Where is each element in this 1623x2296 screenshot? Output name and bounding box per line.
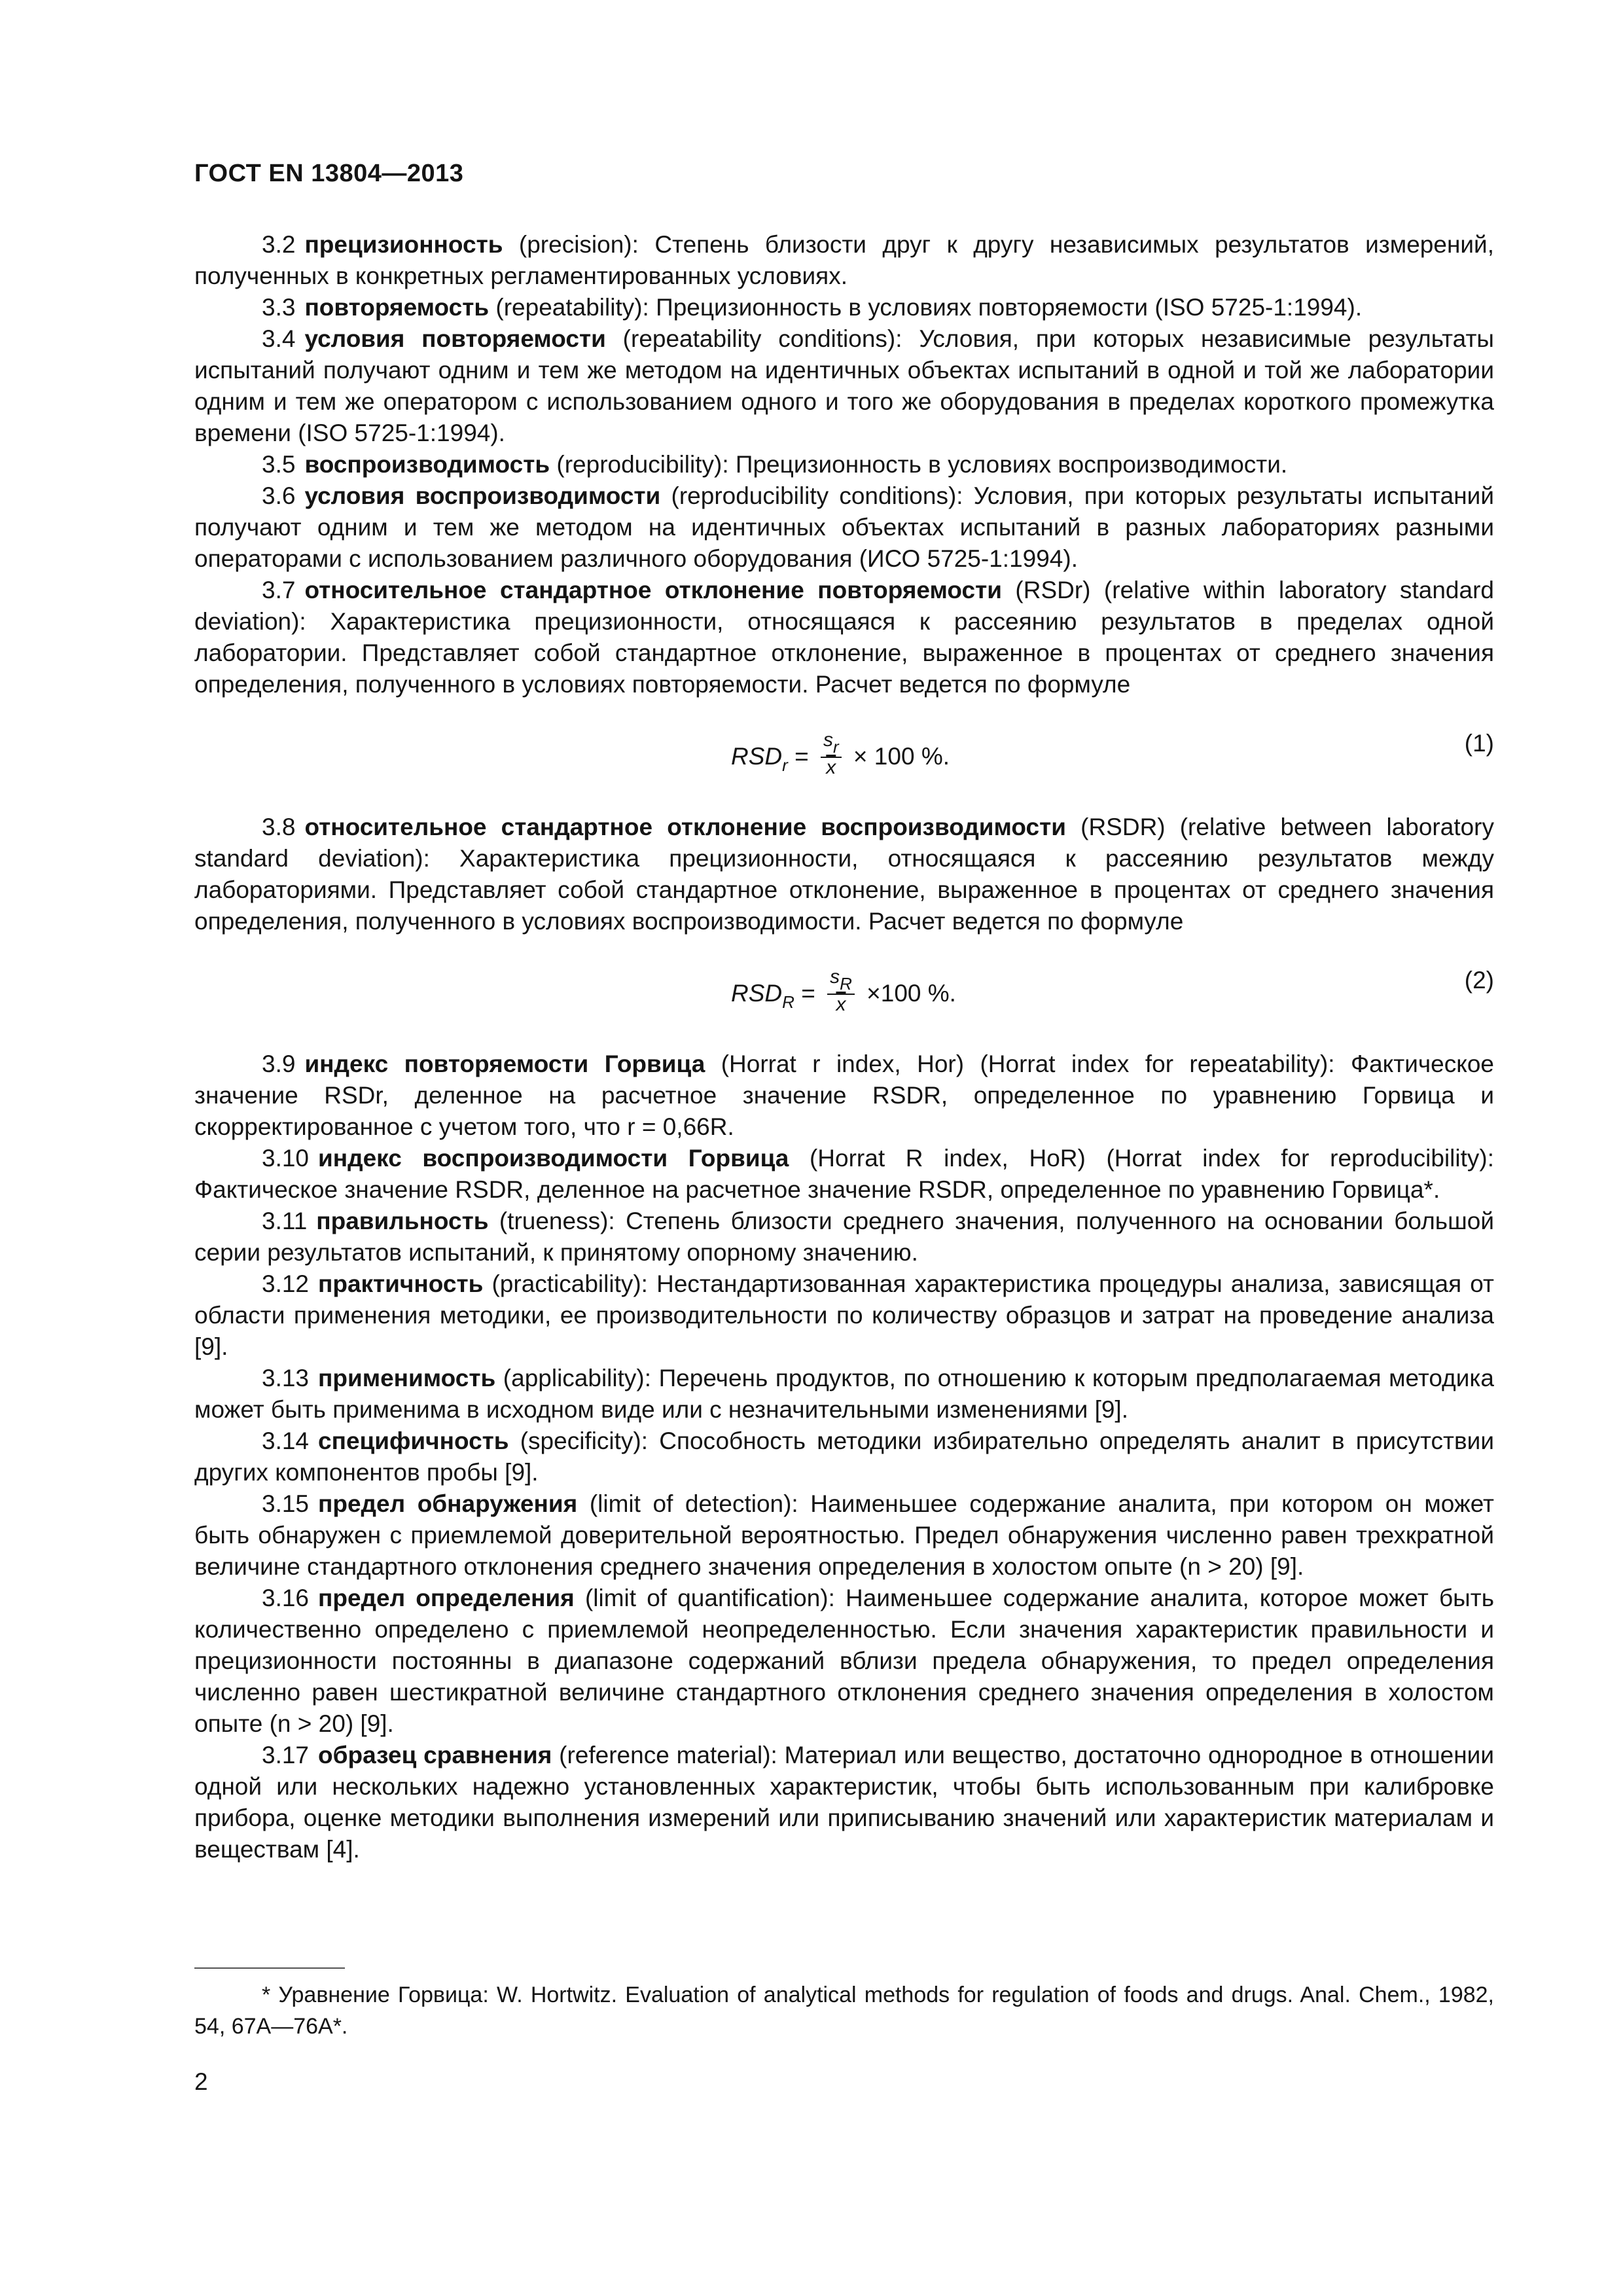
section-number: 3.9 [262, 1050, 296, 1077]
section-number: 3.3 [262, 294, 296, 321]
section-text: (limit of quantification): Наименьшее содержание аналита, которое может быть количественно определено с приемлемой неопределенностью. Если значения характеристик правильности и прецизионности постоянны в диапазоне содержаний вблизи предела обнаружения, то предел определения численно равен шестикратной величине стандартного отклонения среднего значения определения в холостом опыте (n > 20) [9]. [194, 1585, 1494, 1737]
section-text: (specificity): Способность методики избирательно определять аналит в присутствии других компонентов пробы [9]. [194, 1427, 1494, 1486]
section-number: 3.4 [262, 325, 296, 352]
section-3-16 [194, 1583, 1494, 1740]
section-3-17 [194, 1740, 1494, 1865]
section-3-10 [194, 1143, 1494, 1206]
section-number: 3.16 [262, 1585, 310, 1611]
section-number: 3.14 [262, 1427, 310, 1454]
section-text: (limit of detection): Наименьшее содержание аналита, при котором он может быть обнаружен с приемлемой доверительной вероятностью. Предел обнаружения численно равен трехкратной величине стандартного отклонения среднего значения определения в холостом опыте (n > 20) [9]. [194, 1490, 1494, 1580]
section-3-12 [194, 1268, 1494, 1363]
section-term: образец сравнения [318, 1742, 552, 1768]
section-3-13 [194, 1363, 1494, 1426]
section-3-4 [194, 323, 1494, 449]
section-term: практичность [318, 1270, 484, 1297]
section-text: (reproducibility): Прецизионность в условиях воспроизводимости. [550, 451, 1288, 478]
footnote: * Уравнение Горвица: W. Hortwitz. Evaluation of analytical methods for regulation of foods and drugs. Anal. Chem., 1982, 54, 67A—76A*. [194, 1982, 1494, 2039]
formula-1 [194, 700, 1494, 812]
section-3-5 [194, 449, 1494, 480]
section-text: (reference material): Материал или вещество, достаточно однородное в отношении одной или нескольких надежно установленных характеристик, чтобы быть использованным при калибровке прибора, оценке методики выполнения измерений или приписыванию значений или характеристик материалам и веществам [4]. [194, 1742, 1495, 1863]
section-text: (repeatability): Прецизионность в условиях повторяемости (ISO 5725-1:1994). [489, 294, 1363, 321]
formula-2 [194, 937, 1494, 1049]
section-term: повторяемость [304, 294, 490, 321]
section-term: прецизионность [304, 231, 503, 258]
section-3-9 [194, 1049, 1494, 1143]
section-number: 3.8 [262, 814, 296, 840]
formula-number: (2) [1464, 967, 1494, 994]
section-term: специфичность [318, 1427, 509, 1454]
section-term: относительное стандартное отклонение воспроизводимости [304, 814, 1066, 840]
section-text: (applicability): Перечень продуктов, по отношению к которым предполагаемая методика может быть применима в исходном виде или с незначительными изменениями [9]. [194, 1365, 1494, 1423]
section-number: 3.5 [262, 451, 296, 478]
section-3-8 [194, 812, 1494, 937]
section-number: 3.15 [262, 1490, 310, 1517]
section-term: применимость [318, 1365, 496, 1391]
section-text: (repeatability conditions): Условия, при которых независимые результаты испытаний получают одним и тем же методом на идентичных объектах испытаний в одной и той же лаборатории одним и тем же оператором с использованием одного и того же оборудования в пределах короткого промежутка времени (ISO 5725-1:1994). [194, 325, 1494, 446]
section-number: 3.6 [262, 482, 296, 509]
formula-fraction: $\frac{sr}{x}$ [821, 730, 842, 778]
section-3-7 [194, 575, 1494, 700]
section-number: 3.12 [262, 1270, 310, 1297]
section-term: индекс воспроизводимости Горвица [318, 1145, 789, 1172]
page-number: 2 [194, 2068, 208, 2095]
section-3-6 [194, 480, 1494, 575]
section-number: 3.2 [262, 231, 296, 258]
section-3-14 [194, 1426, 1494, 1488]
section-term: предел обнаружения [318, 1490, 578, 1517]
section-text: (Horrat R index, HoR) (Horrat index for reproducibility): Фактическое значение RSDR, деленное на расчетное значение RSDR, определенное по уравнению Горвица*. [194, 1145, 1494, 1203]
formula-expression: $RSD_R$ = $\frac{sR}{x}$ ×100 %. [731, 966, 956, 1015]
section-3-3 [194, 292, 1494, 323]
formula-expression: $RSD_r$ = $\frac{sr}{x}$ × 100 %. [731, 729, 950, 778]
section-3-11 [194, 1206, 1494, 1268]
section-number: 3.7 [262, 577, 296, 603]
section-term: условия воспроизводимости [304, 482, 661, 509]
section-text: (reproducibility conditions): Условия, при которых результаты испытаний получают одним и тем же методом на идентичных объектах испытаний в разных лабораториях разными операторами с использованием различного оборудования (ИСО 5725-1:1994). [194, 482, 1494, 572]
section-text: (RSDR) (relative between laboratory standard deviation): Характеристика прецизионности, относящаяся к рассеянию результатов между лабораториями. Представляет собой стандартное отклонение, выраженное в процентах от среднего значения определения, полученного в условиях воспроизводимости. Расчет ведется по формуле [194, 814, 1494, 935]
section-number: 3.10 [262, 1145, 310, 1172]
section-number: 3.13 [262, 1365, 310, 1391]
section-number: 3.17 [262, 1742, 310, 1768]
document-body [194, 229, 1494, 1865]
section-number: 3.11 [262, 1208, 308, 1234]
section-term: воспроизводимость [304, 451, 550, 478]
section-text: (RSDr) (relative within laboratory standard deviation): Характеристика прецизионности, относящаяся к рассеянию результатов в пределах одной лаборатории. Представляет собой стандартное отклонение, выраженное в процентах от среднего значения определения, полученного в условиях повторяемости. Расчет ведется по формуле [194, 577, 1494, 698]
document-header: ГОСТ EN 13804—2013 [194, 160, 464, 187]
section-3-15 [194, 1488, 1494, 1583]
section-3-2 [194, 229, 1494, 292]
formula-fraction: $\frac{sR}{x}$ [827, 967, 855, 1014]
section-term: условия повторяемости [304, 325, 606, 352]
section-term: индекс повторяемости Горвица [304, 1050, 705, 1077]
section-text: (practicability): Нестандартизованная характеристика процедуры анализа, зависящая от области применения методики, ее производительности по количеству образцов и затрат на проведение анализа [9]. [194, 1270, 1494, 1360]
section-term: относительное стандартное отклонение повторяемости [304, 577, 1002, 603]
section-text: (trueness): Степень близости среднего значения, полученного на основании большой серии результатов испытаний, к принятому опорному значению. [194, 1208, 1494, 1266]
section-term: предел определения [318, 1585, 575, 1611]
section-text: (Horrat r index, Hor) (Horrat index for repeatability): Фактическое значение RSDr, деленное на расчетное значение RSDR, определенное по уравнению Горвица и скорректированное с учетом того, что r = 0,66R. [194, 1050, 1494, 1140]
formula-number: (1) [1464, 730, 1494, 757]
section-text: (precision): Степень близости друг к другу независимых результатов измерений, полученных в конкретных регламентированных условиях. [194, 231, 1494, 289]
section-term: правильность [316, 1208, 489, 1234]
footnote-divider [194, 1967, 345, 1969]
